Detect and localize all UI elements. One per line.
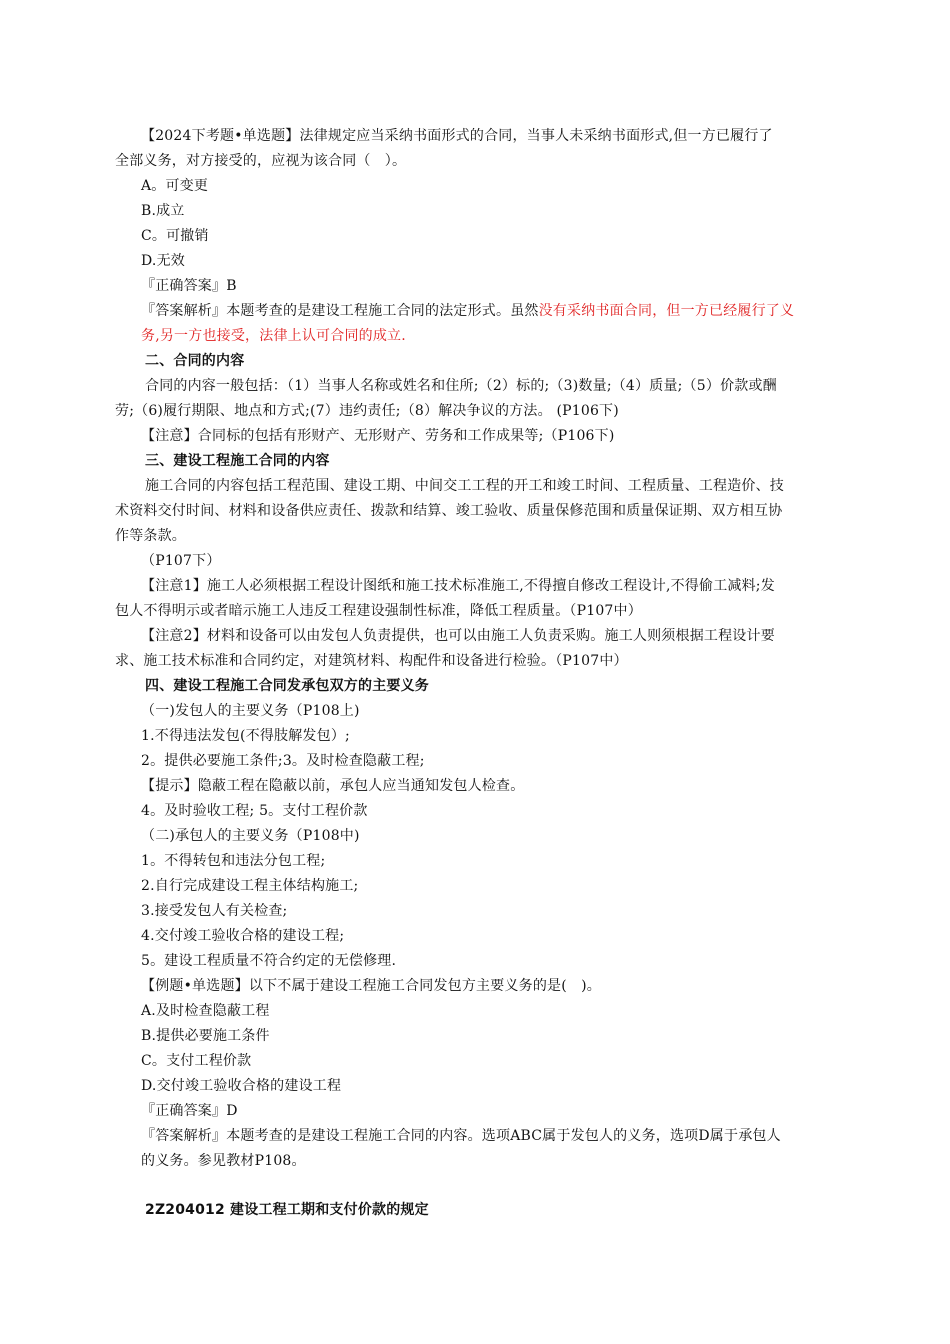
question1-option-c: C。可撤销 xyxy=(141,228,209,244)
section-3-title: 三、建设工程施工合同的内容 xyxy=(145,453,330,469)
section-2-para-line1: 合同的内容一般包括：（1）当事人名称或姓名和住所;（2）标的;（3)数量;（4）质量;（5）价款或酬 xyxy=(145,378,777,394)
section-3-para-line2: 术资料交付时间、材料和设备供应责任、拨款和结算、竣工验收、质量保修范围和质量保证期、双方相互协 xyxy=(115,503,783,519)
question1-analysis-highlight: 没有采纳书面合同，但一方已经履行了义 xyxy=(538,303,795,319)
section-3-note2-line2: 求、施工技术标准和合同约定，对建筑材料、构配件和设备进行检验。（P107中） xyxy=(115,653,628,669)
question2-option-c: C。支付工程价款 xyxy=(141,1053,252,1069)
section-2-note: 【注意】合同标的包括有形财产、无形财产、劳务和工作成果等;（P106下) xyxy=(141,428,615,444)
section-2-para-line2: 劳;（6)履行期限、地点和方式;(7）违约责任;（8）解决争议的方法。 (P106下) xyxy=(115,403,619,419)
question2-option-b: B.提供必要施工条件 xyxy=(141,1028,270,1044)
section-4-sub1-item: 4。及时验收工程; 5。支付工程价款 xyxy=(141,803,368,819)
section-3-reference: （P107下） xyxy=(141,553,221,569)
question2-analysis-line2: 的义务。参见教材P108。 xyxy=(141,1153,306,1169)
question1-option-b: B.成立 xyxy=(141,203,185,219)
section-3-para-line1: 施工合同的内容包括工程范围、建设工期、中间交工工程的开工和竣工时间、工程质量、工程造价、技 xyxy=(145,478,784,494)
section-4-sub1-title: （一)发包人的主要义务（P108上) xyxy=(141,703,360,719)
question2-stem: 【例题•单选题】以下不属于建设工程施工合同发包方主要义务的是( )。 xyxy=(141,978,601,994)
question1-option-d: D.无效 xyxy=(141,253,185,269)
section-4-sub1-tip: 【提示】隐蔽工程在隐蔽以前，承包人应当通知发包人检查。 xyxy=(141,778,525,794)
section-4-sub2-title: （二)承包人的主要义务（P108中) xyxy=(141,828,360,844)
question1-analysis-line2: 务,另一方也接受，法律上认可合同的成立. xyxy=(141,328,406,344)
section-4-sub2-item: 4.交付竣工验收合格的建设工程; xyxy=(141,928,345,944)
question2-option-d: D.交付竣工验收合格的建设工程 xyxy=(141,1078,342,1094)
section-3-note1-line1: 【注意1】施工人必须根据工程设计图纸和施工技术标准施工,不得擅自修改工程设计,不得偷工减料;发 xyxy=(141,578,775,594)
question2-answer: 『正确答案』D xyxy=(141,1103,238,1119)
question1-option-a: A。可变更 xyxy=(141,178,209,194)
section-3-note1-line2: 包人不得明示或者暗示施工人违反工程建设强制性标准，降低工程质量。（P107中） xyxy=(115,603,642,619)
section-4-sub2-item: 3.接受发包人有关检查; xyxy=(141,903,288,919)
section-2-title: 二、合同的内容 xyxy=(145,353,245,369)
section-4-sub1-item: 1.不得违法发包(不得肢解发包）; xyxy=(141,728,350,744)
question1-answer: 『正确答案』B xyxy=(141,278,237,294)
question1-line1: 【2024下考题•单选题】法律规定应当采纳书面形式的合同，当事人未采纳书面形式,但一方已履行了 xyxy=(141,128,773,144)
section-4-sub2-item: 2.自行完成建设工程主体结构施工; xyxy=(141,878,359,894)
section-4-sub1-item: 2。提供必要施工条件;3。及时检查隐蔽工程; xyxy=(141,753,425,769)
section-4-sub2-item: 1。不得转包和违法分包工程; xyxy=(141,853,326,869)
section-4-title: 四、建设工程施工合同发承包双方的主要义务 xyxy=(145,678,429,694)
question1-line2: 全部义务，对方接受的，应视为该合同（ ）。 xyxy=(115,153,407,169)
section-3-note2-line1: 【注意2】材料和设备可以由发包人负责提供，也可以由施工人负责采购。施工人则须根据工程设计要 xyxy=(141,628,775,644)
question2-analysis-line1: 『答案解析』本题考查的是建设工程施工合同的内容。选项ABC属于发包人的义务，选项D属于承包人 xyxy=(141,1128,781,1144)
question2-option-a: A.及时检查隐蔽工程 xyxy=(141,1003,270,1019)
section-3-para-line3: 作等条款。 xyxy=(115,528,186,544)
section-4-sub2-item: 5。建设工程质量不符合约定的无偿修理. xyxy=(141,953,397,969)
section-footer-heading: 2Z204012 建设工程工期和支付价款的规定 xyxy=(145,1202,429,1218)
question1-analysis-text: 『答案解析』本题考查的是建设工程施工合同的法定形式。虽然 xyxy=(141,303,539,319)
question1-analysis-line1 xyxy=(141,301,794,321)
